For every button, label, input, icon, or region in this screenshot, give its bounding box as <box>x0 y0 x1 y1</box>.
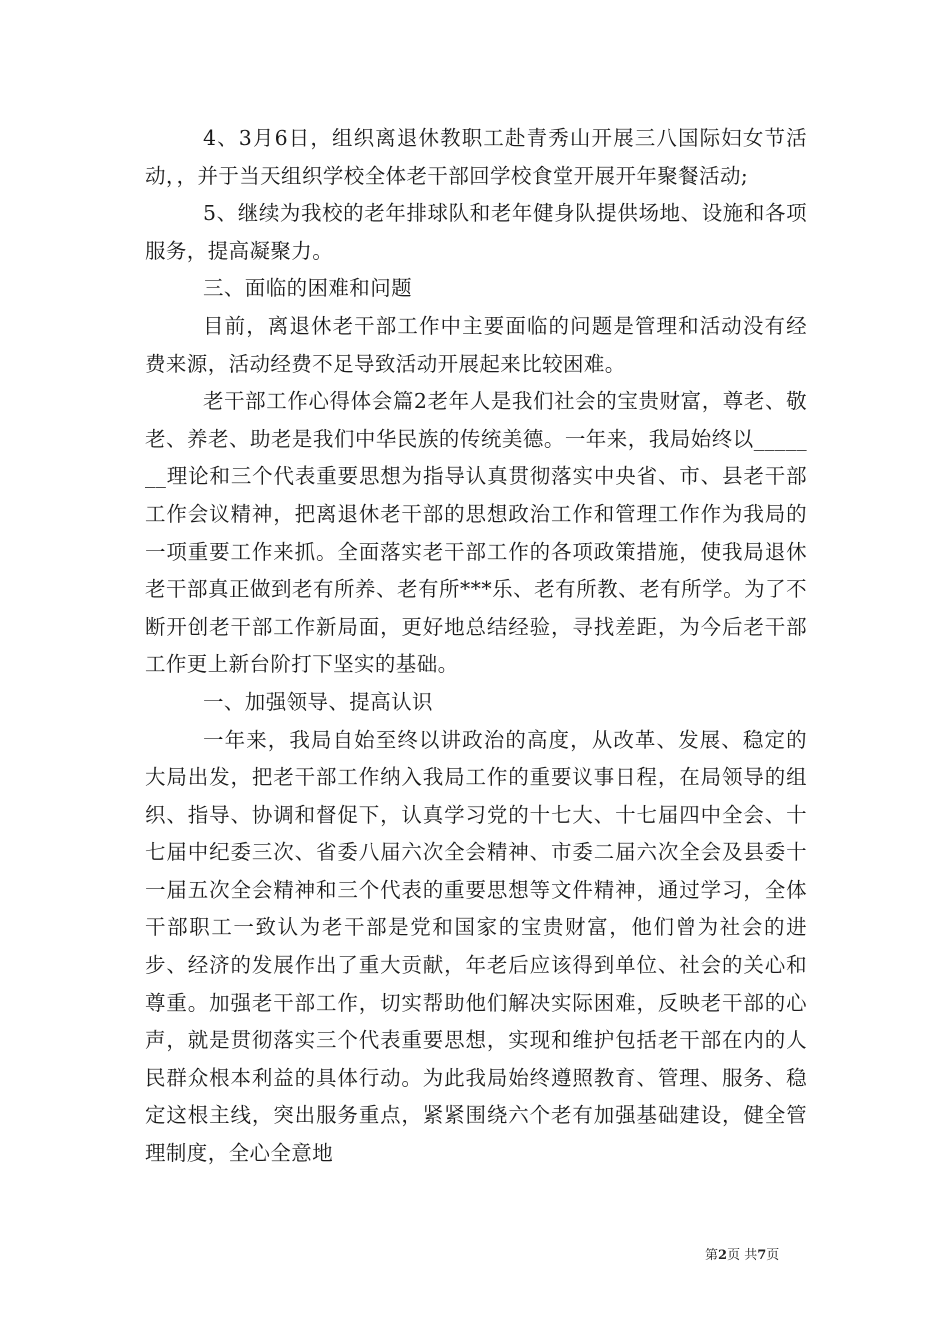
paragraph-activity-march-6: 4、3月6日，组织离退休教职工赴青秀山开展三八国际妇女节活动，，并于当天组织学校全体老干部回学校食堂开展开年聚餐活动; <box>145 126 807 188</box>
footer-total-pages: 7 <box>757 1248 767 1263</box>
paragraph-volleyball-team: 5、继续为我校的老年排球队和老年健身队提供场地、设施和各项服务，提高凝聚力。 <box>145 201 807 263</box>
section-heading-difficulties: 三、面临的困难和问题 <box>203 276 412 301</box>
paragraph-leadership-details: 一年来，我局自始至终以讲政治的高度，从改革、发展、稳定的大局出发，把老干部工作纳入我局工作的重要议事日程，在局领导的组织、指导、协调和督促下，认真学习党的十七大、十七届四中全会、十七届中纪委三次、省委八届六次全会精神、市委二届六次全会及县委十一届五次全会精神和三个代表的重要思想等文件精神，通过学习，全体干部职工一致认为老干部是党和国家的宝贵财富，他们曾为社会的进步、经济的发展作出了重大贡献，年老后应该得到单位、社会的关心和尊重。加强老干部工作，切实帮助他们解决实际困难，反映老干部的心声，就是贯彻落实三个代表重要思想，实现和维护包括老干部在内的人民群众根本利益的具体行动。为此我局始终遵照教育、管理、服务、稳定这根主线，突出服务重点，紧紧围绕六个老有加强基础建设，健全管理制度，全心全意地 <box>145 727 807 1166</box>
footer-current-page: 2 <box>718 1248 728 1263</box>
page-footer <box>705 1248 779 1264</box>
footer-suffix: 页 <box>766 1248 780 1263</box>
footer-prefix: 第 <box>705 1248 719 1263</box>
section-heading-leadership: 一、加强领导、提高认识 <box>203 689 433 714</box>
paragraph-article-2-intro: 老干部工作心得体会篇2老年人是我们社会的宝贵财富，尊老、敬老、养老、助老是我们中华民族的传统美德。一年来，我局始终以_______理论和三个代表重要思想为指导认真贯彻落实中央省、市、县老干部工作会议精神，把离退休老干部的思想政治工作和管理工作作为我局的一项重要工作来抓。全面落实老干部工作的各项政策措施，使我局退休老干部真正做到老有所养、老有所***乐、老有所教、老有所学。为了不断开创老干部工作新局面，更好地总结经验，寻找差距，为今后老干部工作更上新台阶打下坚实的基础。 <box>145 389 807 677</box>
document-body <box>145 120 807 1173</box>
footer-middle: 页 共 <box>727 1248 758 1263</box>
paragraph-funding-problem: 目前，离退休老干部工作中主要面临的问题是管理和活动没有经费来源，活动经费不足导致活动开展起来比较困难。 <box>145 313 807 376</box>
